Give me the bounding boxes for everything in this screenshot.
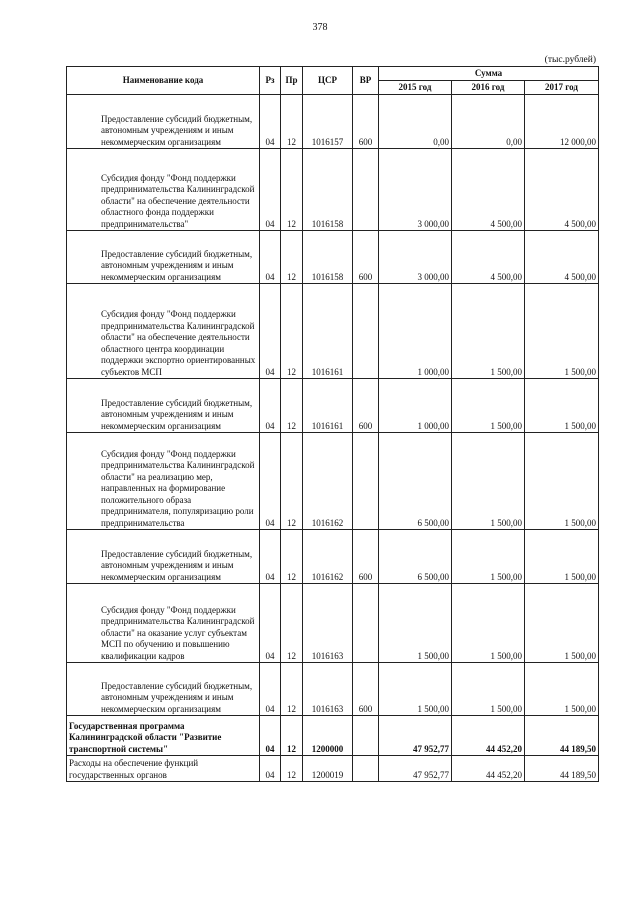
row-pr: 12 (281, 530, 303, 584)
row-2017: 12 000,00 (525, 95, 599, 149)
row-name: Государственная программа Калининградской области "Развитие транспортной системы" (67, 716, 260, 756)
row-vr: 600 (353, 663, 379, 716)
row-pr: 12 (281, 663, 303, 716)
row-name (67, 379, 260, 433)
row-rz: 04 (260, 530, 281, 584)
row-2015: 6 500,00 (379, 433, 452, 530)
row-rz: 04 (260, 716, 281, 756)
header-pr: Пр (281, 67, 303, 95)
row-2017: 4 500,00 (525, 149, 599, 231)
row-vr (353, 284, 379, 379)
row-rz: 04 (260, 231, 281, 284)
row-name-text: Предоставление субсидий бюджетным, автономным учреждениям и иным некоммерческим организациям (101, 680, 253, 714)
row-pr: 12 (281, 284, 303, 379)
row-2016: 4 500,00 (452, 149, 525, 231)
units-label: (тыс.рублей) (544, 55, 596, 65)
row-csr: 1016162 (303, 433, 353, 530)
row-pr: 12 (281, 756, 303, 782)
row-csr: 1200019 (303, 756, 353, 782)
row-2015: 1 000,00 (379, 379, 452, 433)
row-csr: 1016161 (303, 284, 353, 379)
table-row (67, 231, 599, 284)
row-2017: 4 500,00 (525, 231, 599, 284)
page-number: 378 (312, 22, 328, 33)
row-csr: 1016163 (303, 663, 353, 716)
row-vr: 600 (353, 530, 379, 584)
row-2015: 3 000,00 (379, 231, 452, 284)
row-vr (353, 149, 379, 231)
row-name-text: Предоставление субсидий бюджетным, автономным учреждениям и иным некоммерческим организациям (101, 113, 253, 147)
table-row (67, 584, 599, 663)
row-vr (353, 433, 379, 530)
row-pr: 12 (281, 95, 303, 149)
row-vr (353, 756, 379, 782)
row-name-text: Субсидия фонду "Фонд поддержки предпринимательства Калининградской области" на обеспечение деятельности областного фонда поддержки предпринимательства" (101, 172, 255, 229)
row-rz: 04 (260, 95, 281, 149)
row-2017: 1 500,00 (525, 284, 599, 379)
table-row (67, 95, 599, 149)
row-rz: 04 (260, 433, 281, 530)
row-name (67, 149, 260, 231)
header-rz: Рз (260, 67, 281, 95)
row-pr: 12 (281, 716, 303, 756)
row-name (67, 663, 260, 716)
row-name (67, 530, 260, 584)
header-2016: 2016 год (452, 81, 525, 95)
row-2016: 44 452,20 (452, 756, 525, 782)
header-sum: Сумма (379, 67, 599, 81)
row-rz: 04 (260, 149, 281, 231)
table-row (67, 284, 599, 379)
header-vr: ВР (353, 67, 379, 95)
row-name: Расходы на обеспечение функций государственных органов (67, 756, 260, 782)
header-2017: 2017 год (525, 81, 599, 95)
row-csr: 1016163 (303, 584, 353, 663)
row-2015: 1 500,00 (379, 584, 452, 663)
row-vr: 600 (353, 231, 379, 284)
table-row (67, 379, 599, 433)
table-row (67, 530, 599, 584)
row-2017: 1 500,00 (525, 663, 599, 716)
row-name-text: Предоставление субсидий бюджетным, автономным учреждениям и иным некоммерческим организациям (101, 248, 253, 282)
row-csr: 1016158 (303, 231, 353, 284)
row-2016: 44 452,20 (452, 716, 525, 756)
row-2017: 44 189,50 (525, 756, 599, 782)
row-name-text: Предоставление субсидий бюджетным, автономным учреждениям и иным некоммерческим организациям (101, 397, 253, 431)
row-name-text: Предоставление субсидий бюджетным, автономным учреждениям и иным некоммерческим организациям (101, 548, 253, 582)
row-2016: 1 500,00 (452, 530, 525, 584)
row-2016: 1 500,00 (452, 379, 525, 433)
row-2015: 0,00 (379, 95, 452, 149)
row-2015: 47 952,77 (379, 716, 452, 756)
row-pr: 12 (281, 433, 303, 530)
table-row-program (67, 716, 599, 756)
row-name-text: Субсидия фонду "Фонд поддержки предпринимательства Калининградской области" на обеспечение деятельности областного центра координации поддержки экспортно ориентированных субъектов МСП (101, 309, 256, 377)
row-2017: 1 500,00 (525, 584, 599, 663)
row-pr: 12 (281, 379, 303, 433)
row-vr (353, 584, 379, 663)
row-2016: 0,00 (452, 95, 525, 149)
row-2015: 6 500,00 (379, 530, 452, 584)
row-name (67, 95, 260, 149)
row-vr: 600 (353, 379, 379, 433)
row-2016: 1 500,00 (452, 584, 525, 663)
table-row (67, 756, 599, 782)
header-name: Наименование кода (67, 67, 260, 95)
row-2017: 1 500,00 (525, 379, 599, 433)
row-2015: 3 000,00 (379, 149, 452, 231)
row-pr: 12 (281, 231, 303, 284)
row-pr: 12 (281, 149, 303, 231)
budget-table (66, 66, 599, 782)
row-2017: 1 500,00 (525, 433, 599, 530)
row-vr: 600 (353, 95, 379, 149)
row-csr: 1016161 (303, 379, 353, 433)
row-rz: 04 (260, 584, 281, 663)
row-csr: 1200000 (303, 716, 353, 756)
row-name (67, 433, 260, 530)
row-name-text: Субсидия фонду "Фонд поддержки предпринимательства Калининградской области" на оказание услуг субъектам МСП по обучению и повышению квалификации кадров (101, 604, 255, 661)
row-vr (353, 716, 379, 756)
row-rz: 04 (260, 379, 281, 433)
row-rz: 04 (260, 663, 281, 716)
row-2015: 47 952,77 (379, 756, 452, 782)
header-2015: 2015 год (379, 81, 452, 95)
table-row (67, 433, 599, 530)
row-rz: 04 (260, 284, 281, 379)
row-name (67, 231, 260, 284)
row-2016: 4 500,00 (452, 231, 525, 284)
row-name (67, 284, 260, 379)
row-2015: 1 000,00 (379, 284, 452, 379)
row-csr: 1016162 (303, 530, 353, 584)
row-csr: 1016157 (303, 95, 353, 149)
row-2015: 1 500,00 (379, 663, 452, 716)
table-row (67, 149, 599, 231)
row-pr: 12 (281, 584, 303, 663)
row-2017: 1 500,00 (525, 530, 599, 584)
row-2016: 1 500,00 (452, 663, 525, 716)
row-name-text: Субсидия фонду "Фонд поддержки предпринимательства Калининградской области" на реализацию мер, направленных на формирование положительного образа предпринимателя, популяризацию роли предпринимательства (101, 448, 255, 528)
row-rz: 04 (260, 756, 281, 782)
header-csr: ЦСР (303, 67, 353, 95)
row-2017: 44 189,50 (525, 716, 599, 756)
row-2016: 1 500,00 (452, 284, 525, 379)
table-row (67, 663, 599, 716)
row-name (67, 584, 260, 663)
row-2016: 1 500,00 (452, 433, 525, 530)
row-csr: 1016158 (303, 149, 353, 231)
